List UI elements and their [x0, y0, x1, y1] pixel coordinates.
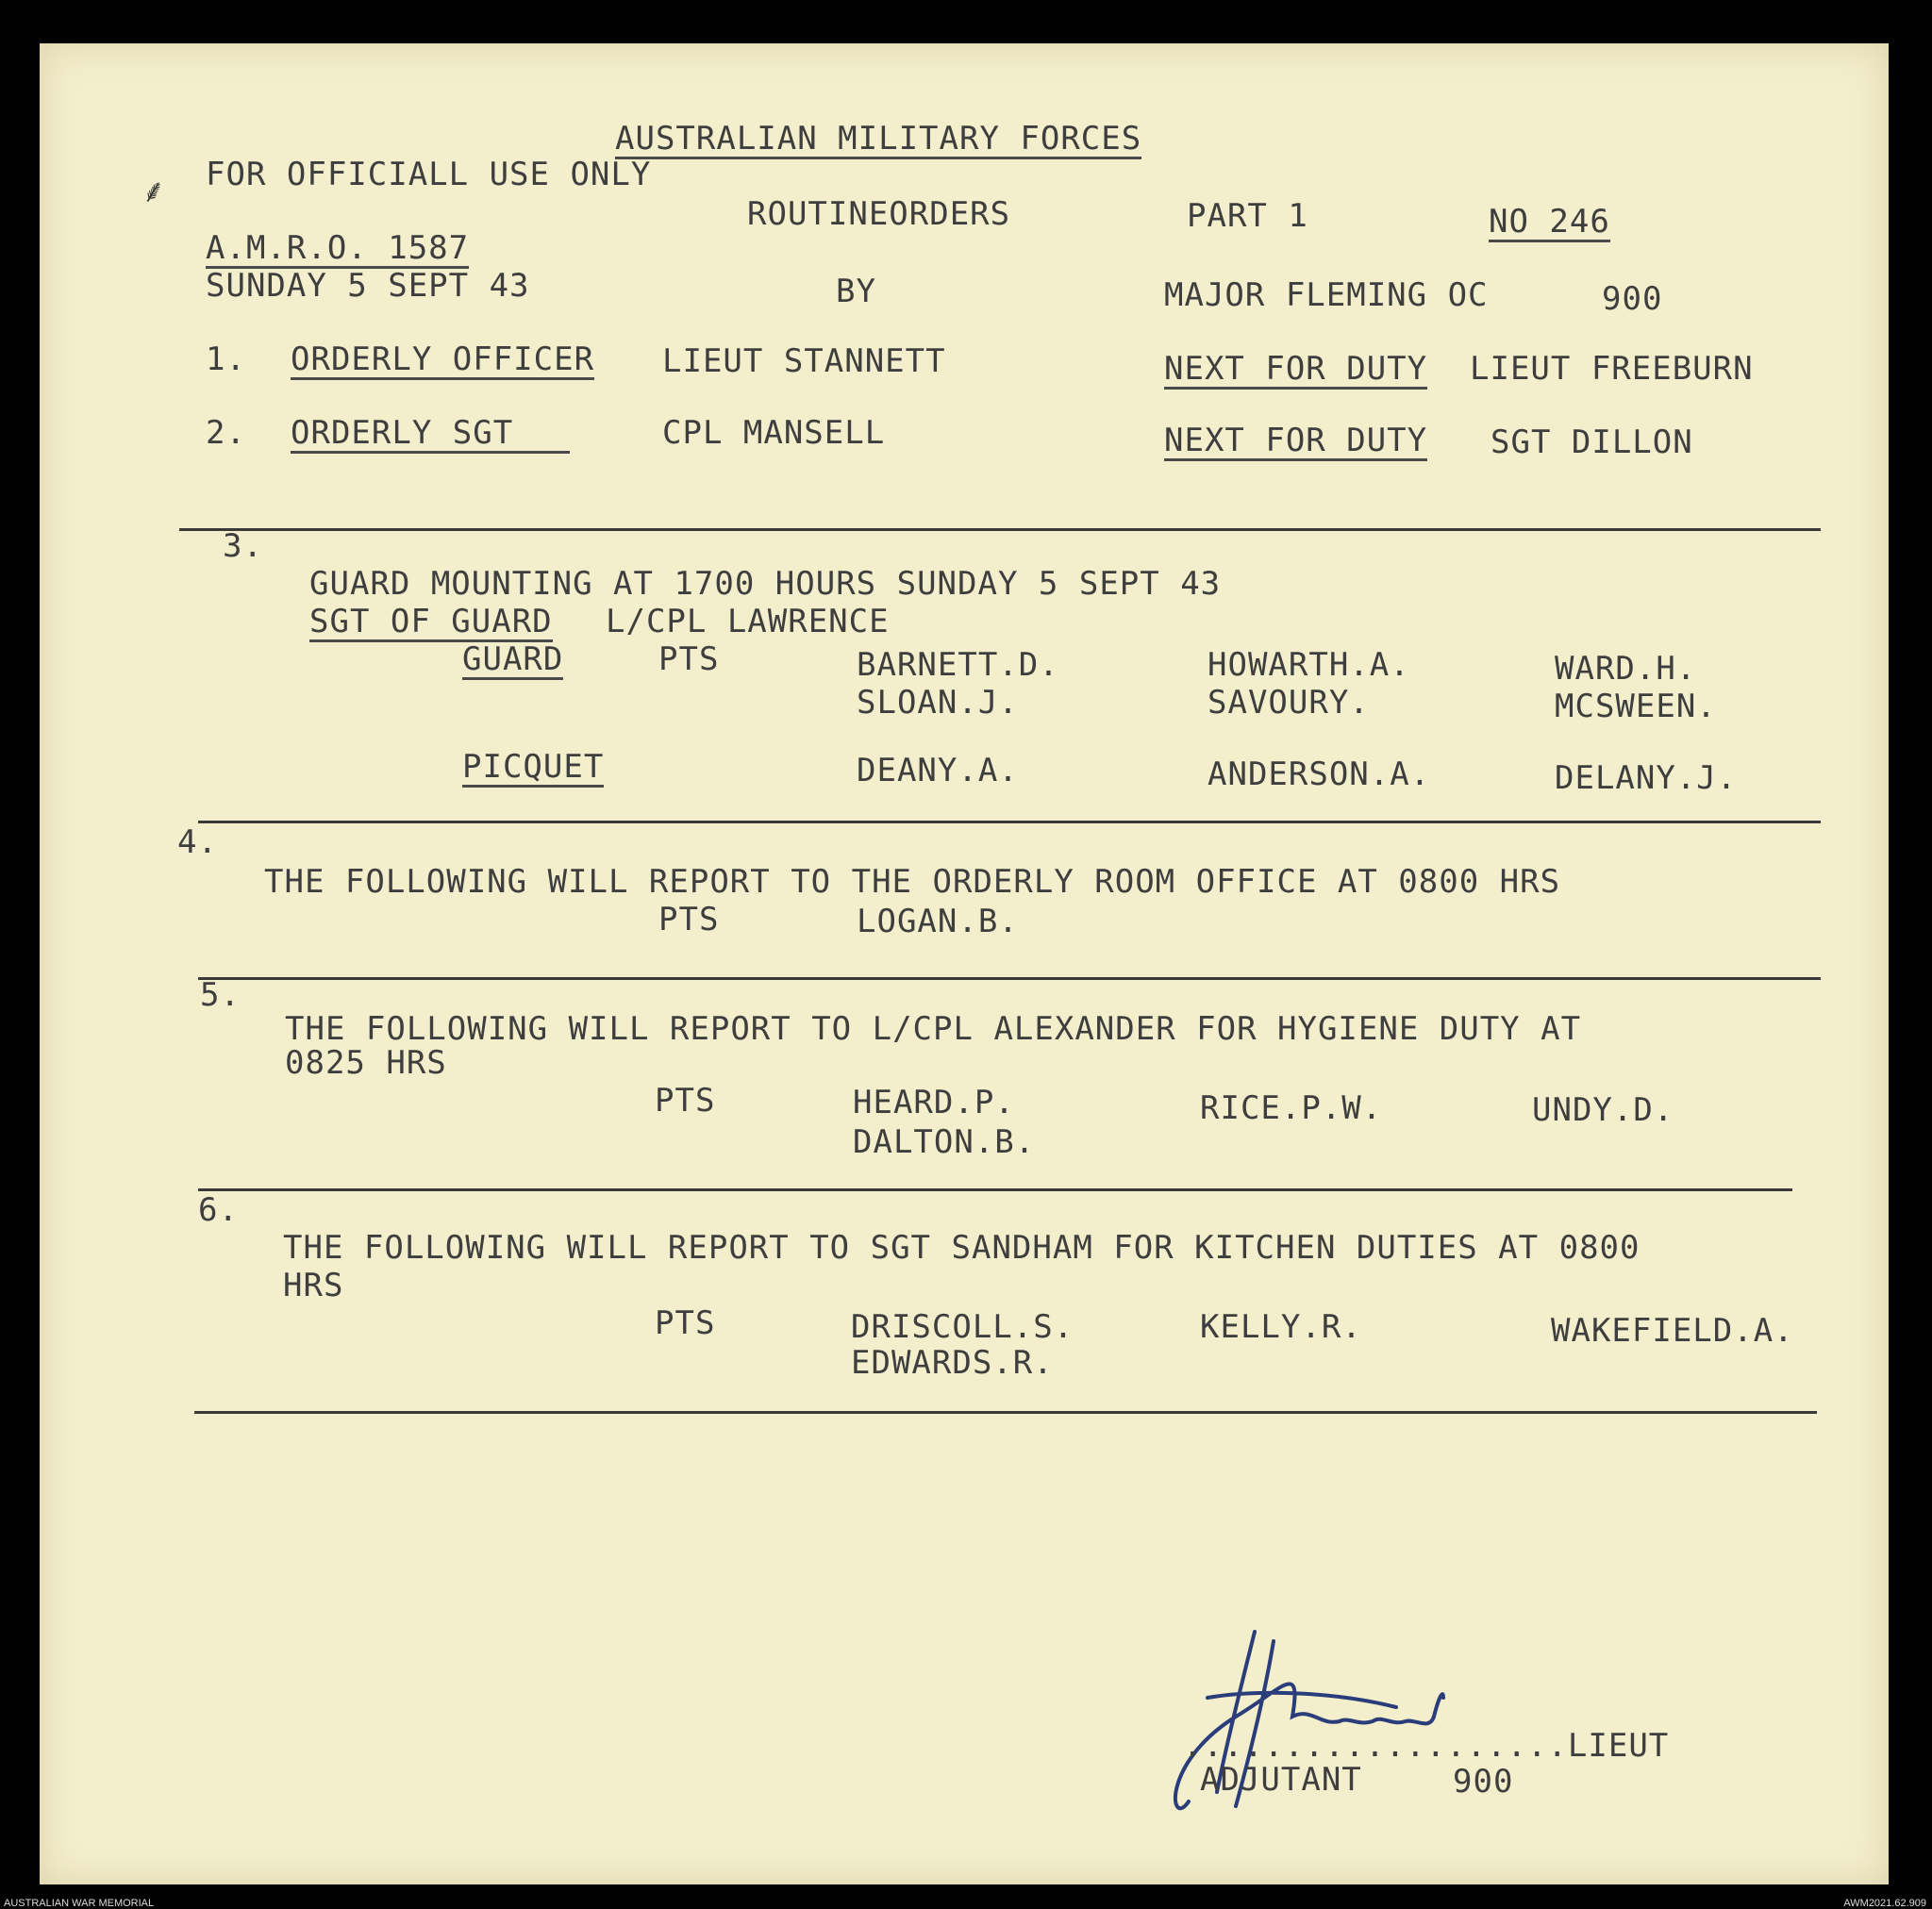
divider: [198, 1188, 1792, 1191]
order-number: NO 246: [1489, 203, 1610, 241]
item2-next-name: SGT DILLON: [1491, 423, 1693, 461]
order-date: SUNDAY 5 SEPT 43: [206, 267, 530, 305]
item5-number: 5.: [200, 976, 241, 1014]
signature-unit: 900: [1453, 1763, 1514, 1801]
item2-name: CPL MANSELL: [662, 414, 886, 452]
item2-label: ORDERLY SGT: [291, 417, 570, 454]
guard-name: SAVOURY.: [1208, 684, 1370, 722]
item6-text-cont: HRS: [283, 1267, 344, 1304]
hygiene-name: RICE.P.W.: [1200, 1089, 1383, 1127]
item4-number: 4.: [177, 823, 218, 861]
kitchen-name: KELLY.R.: [1200, 1308, 1362, 1346]
pts-label: PTS: [658, 640, 720, 678]
guard-name: BARNETT.D.: [857, 646, 1059, 684]
guard-name: HOWARTH.A.: [1208, 646, 1410, 684]
item1-label: ORDERLY OFFICER: [291, 340, 595, 378]
authority: MAJOR FLEMING OC: [1164, 276, 1489, 314]
guard-label: GUARD: [462, 640, 564, 678]
signature-role: ADJUTANT: [1200, 1761, 1362, 1799]
item2-next-label: NEXT FOR DUTY: [1164, 422, 1428, 459]
item3-sgt-name: L/CPL LAWRENCE: [606, 603, 890, 640]
amro-number: A.M.R.O. 1587: [206, 229, 470, 267]
document-title: AUSTRALIAN MILITARY FORCES: [615, 120, 1142, 158]
item1-next-name: LIEUT FREEBURN: [1470, 350, 1754, 388]
hygiene-name: DALTON.B.: [853, 1123, 1036, 1161]
guard-name: MCSWEEN.: [1555, 688, 1717, 725]
part-label: PART 1: [1187, 197, 1308, 235]
item3-number: 3.: [223, 527, 263, 565]
hygiene-name: UNDY.D.: [1532, 1091, 1674, 1129]
document-page: [40, 43, 1889, 1884]
unit-number: 900: [1602, 280, 1663, 318]
report-name: LOGAN.B.: [857, 903, 1019, 940]
item1-number: 1.: [206, 340, 246, 378]
footer-accession: AWM2021.62.909: [1843, 1898, 1926, 1909]
item1-name: LIEUT STANNETT: [662, 342, 946, 380]
picquet-name: DELANY.J.: [1555, 759, 1738, 797]
by-label: BY: [836, 273, 876, 310]
item6-number: 6.: [198, 1191, 239, 1229]
divider: [198, 977, 1821, 980]
signature-line: ...................LIEUT: [1183, 1727, 1670, 1765]
picquet-name: DEANY.A.: [857, 752, 1019, 789]
item5-text: THE FOLLOWING WILL REPORT TO L/CPL ALEXANDER FOR HYGIENE DUTY AT: [285, 1010, 1582, 1048]
item5-text-cont: 0825 HRS: [285, 1044, 447, 1082]
footer-source: AUSTRALIAN WAR MEMORIAL: [4, 1898, 155, 1909]
orders-label: ROUTINEORDERS: [747, 195, 1011, 233]
hygiene-name: HEARD.P.: [853, 1084, 1015, 1121]
item4-text: THE FOLLOWING WILL REPORT TO THE ORDERLY ROOM OFFICE AT 0800 HRS: [264, 863, 1561, 901]
divider: [198, 821, 1821, 823]
picquet-name: ANDERSON.A.: [1208, 755, 1431, 793]
classification: FOR OFFICIALL USE ONLY: [206, 156, 652, 193]
divider: [194, 1411, 1817, 1414]
item3-sgt-label: SGT OF GUARD: [309, 603, 553, 640]
kitchen-name: WAKEFIELD.A.: [1551, 1312, 1794, 1350]
pts-label: PTS: [655, 1082, 716, 1120]
item6-text: THE FOLLOWING WILL REPORT TO SGT SANDHAM FOR KITCHEN DUTIES AT 0800: [283, 1229, 1641, 1267]
pts-label: PTS: [658, 901, 720, 938]
picquet-label: PICQUET: [462, 748, 605, 786]
item2-number: 2.: [206, 414, 246, 452]
guard-name: SLOAN.J.: [857, 684, 1019, 722]
guard-name: WARD.H.: [1555, 650, 1697, 688]
kitchen-name: DRISCOLL.S.: [851, 1308, 1074, 1346]
pts-label: PTS: [655, 1304, 716, 1342]
item1-next-label: NEXT FOR DUTY: [1164, 350, 1428, 388]
kitchen-name: EDWARDS.R.: [851, 1344, 1054, 1382]
handwritten-mark: ⸙: [142, 173, 166, 210]
divider: [179, 528, 1821, 531]
item3-text: GUARD MOUNTING AT 1700 HOURS SUNDAY 5 SEPT 43: [309, 565, 1222, 603]
